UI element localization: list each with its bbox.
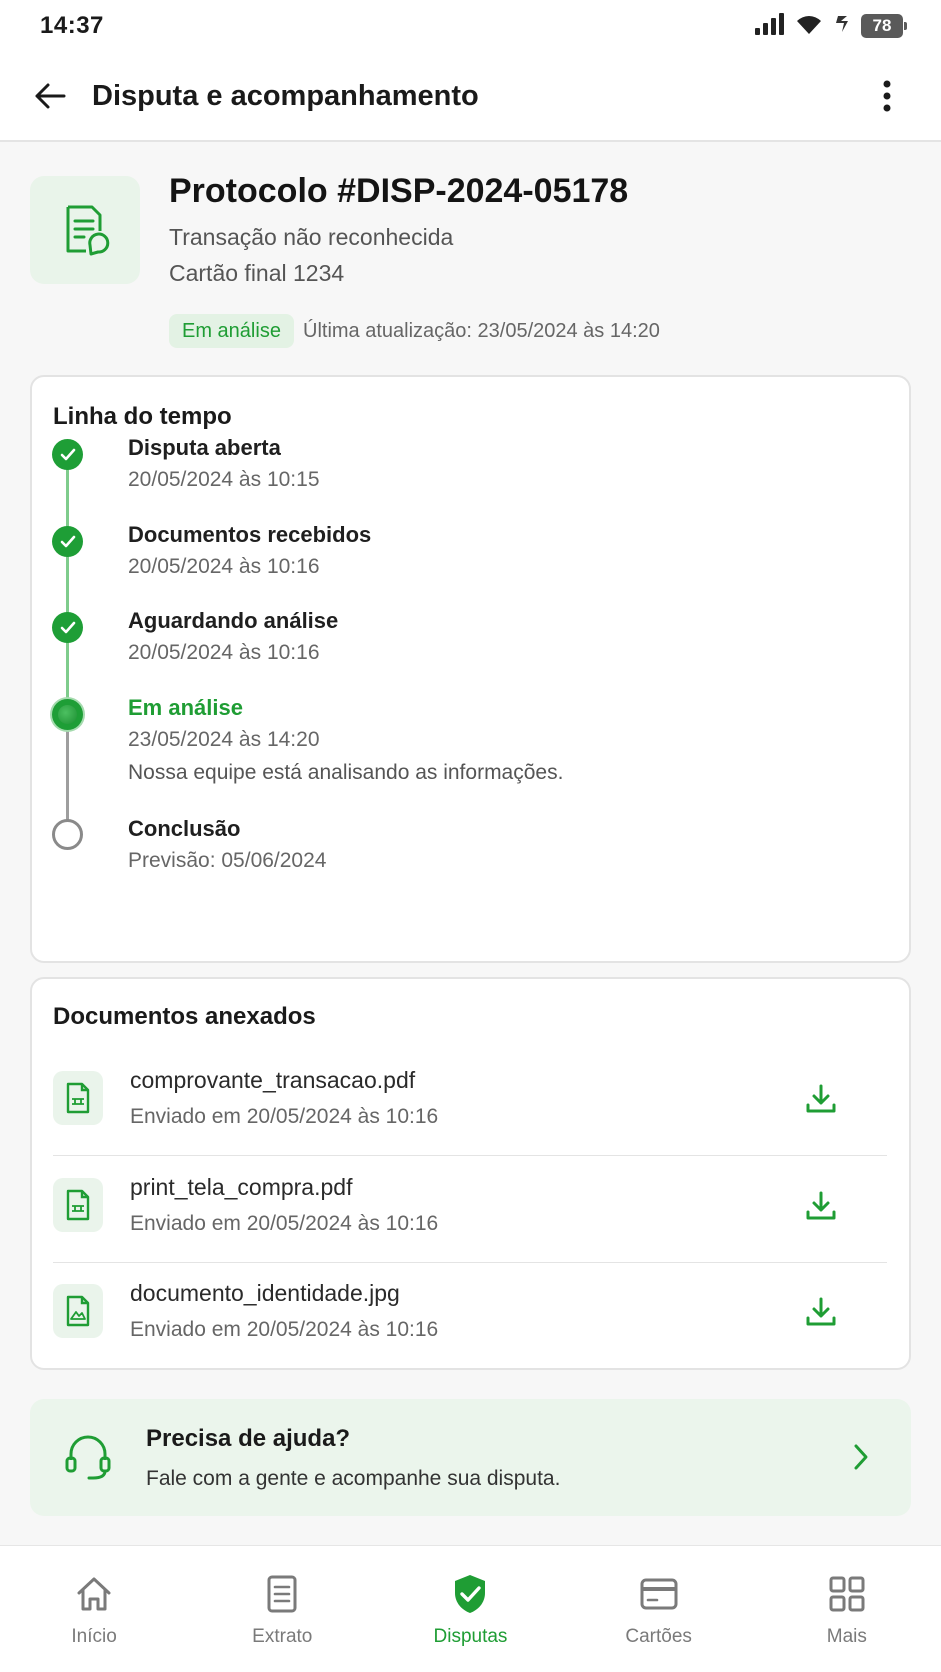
arrow-left-icon [34, 82, 66, 110]
status-time: 14:37 [40, 12, 104, 39]
jpg-file-icon [53, 1284, 103, 1338]
protocol-icon-box [30, 176, 140, 284]
document-name: documento_identidade.jpg [130, 1280, 400, 1306]
timeline-item-date: 20/05/2024 às 10:16 [128, 641, 320, 664]
download-button[interactable] [801, 1079, 841, 1119]
document-row[interactable] [32, 1049, 909, 1155]
nav-item-disputas[interactable] [376, 1546, 564, 1672]
document-date: Enviado em 20/05/2024 às 10:16 [130, 1212, 439, 1235]
wifi-icon [795, 13, 823, 40]
help-subtitle: Fale com a gente e acompanhe sua disputa. [146, 1467, 561, 1490]
timeline-item-label: Aguardando análise [128, 608, 339, 633]
protocol-card: Cartão final 1234 [169, 260, 345, 286]
home-icon [72, 1572, 116, 1616]
timeline-item-date: 20/05/2024 às 10:16 [128, 555, 320, 578]
nav-label: Início [71, 1626, 117, 1647]
signal-icon [755, 13, 785, 40]
nav-item-inicio[interactable] [0, 1546, 188, 1672]
document-name: print_tela_compra.pdf [130, 1174, 353, 1200]
timeline-dot-done [52, 612, 83, 643]
timeline-item-label: Conclusão [128, 816, 241, 841]
nav-item-mais[interactable] [753, 1546, 941, 1672]
timeline-item-label: Documentos recebidos [128, 522, 372, 547]
back-button[interactable] [30, 76, 70, 116]
headset-icon [58, 1427, 118, 1487]
battery-icon: 78 [861, 14, 903, 38]
timeline-title: Linha do tempo [53, 403, 232, 430]
timeline-dot-current [52, 699, 83, 730]
pdf-file-icon [53, 1071, 103, 1125]
chevron-right-icon [841, 1437, 881, 1477]
nav-label: Mais [826, 1626, 867, 1647]
pdf-file-icon [53, 1178, 103, 1232]
grid-icon [825, 1572, 869, 1616]
download-icon [805, 1083, 837, 1115]
timeline-card [30, 375, 911, 963]
protocol-title: Protocolo #DISP-2024-05178 [169, 172, 629, 210]
document-row[interactable] [32, 1262, 909, 1368]
check-icon [60, 448, 76, 462]
help-card[interactable] [30, 1399, 911, 1516]
more-options-button[interactable] [867, 76, 907, 116]
help-title: Precisa de ajuda? [146, 1425, 351, 1452]
download-icon [805, 1296, 837, 1328]
document-row[interactable] [32, 1156, 909, 1262]
documents-card [30, 977, 911, 1370]
timeline-item-date: 23/05/2024 às 14:20 [128, 728, 320, 751]
documents-title: Documentos anexados [53, 1003, 316, 1030]
nav-item-extrato[interactable] [188, 1546, 376, 1672]
document-name: comprovante_transacao.pdf [130, 1067, 416, 1093]
check-icon [60, 535, 76, 549]
status-bar [0, 0, 941, 52]
shield-check-icon [448, 1572, 492, 1616]
status-icons [755, 13, 903, 40]
download-button[interactable] [801, 1186, 841, 1226]
bottom-nav [0, 1545, 941, 1672]
nav-label: Disputas [433, 1626, 508, 1647]
document-chat-icon [60, 203, 110, 257]
download-icon [805, 1190, 837, 1222]
app-bar [0, 52, 941, 142]
timeline-dot-done [52, 526, 83, 557]
nav-item-cartoes[interactable] [565, 1546, 753, 1672]
status-badge: Em análise [169, 314, 294, 348]
nav-label: Cartões [625, 1626, 692, 1647]
data-saver-icon [833, 13, 851, 40]
timeline-dot-done [52, 439, 83, 470]
timeline-dot-pending [52, 819, 83, 850]
more-vertical-icon [882, 80, 892, 112]
protocol-reason: Transação não reconhecida [169, 224, 454, 250]
timeline-line-completed [66, 467, 69, 729]
card-icon [637, 1572, 681, 1616]
timeline-item-label-current: Em análise [128, 695, 243, 720]
nav-label: Extrato [252, 1626, 313, 1647]
document-date: Enviado em 20/05/2024 às 10:16 [130, 1105, 439, 1128]
page-title: Disputa e acompanhamento [92, 79, 479, 112]
timeline-item-label: Disputa aberta [128, 435, 281, 460]
check-icon [60, 621, 76, 635]
timeline-item-note: Nossa equipe está analisando as informações. [128, 761, 564, 784]
last-update: Última atualização: 23/05/2024 às 14:20 [303, 320, 660, 342]
download-button[interactable] [801, 1292, 841, 1332]
statement-icon [260, 1572, 304, 1616]
timeline-item-date: Previsão: 05/06/2024 [128, 849, 327, 872]
timeline-item-date: 20/05/2024 às 10:15 [128, 468, 320, 491]
document-date: Enviado em 20/05/2024 às 10:16 [130, 1318, 439, 1341]
